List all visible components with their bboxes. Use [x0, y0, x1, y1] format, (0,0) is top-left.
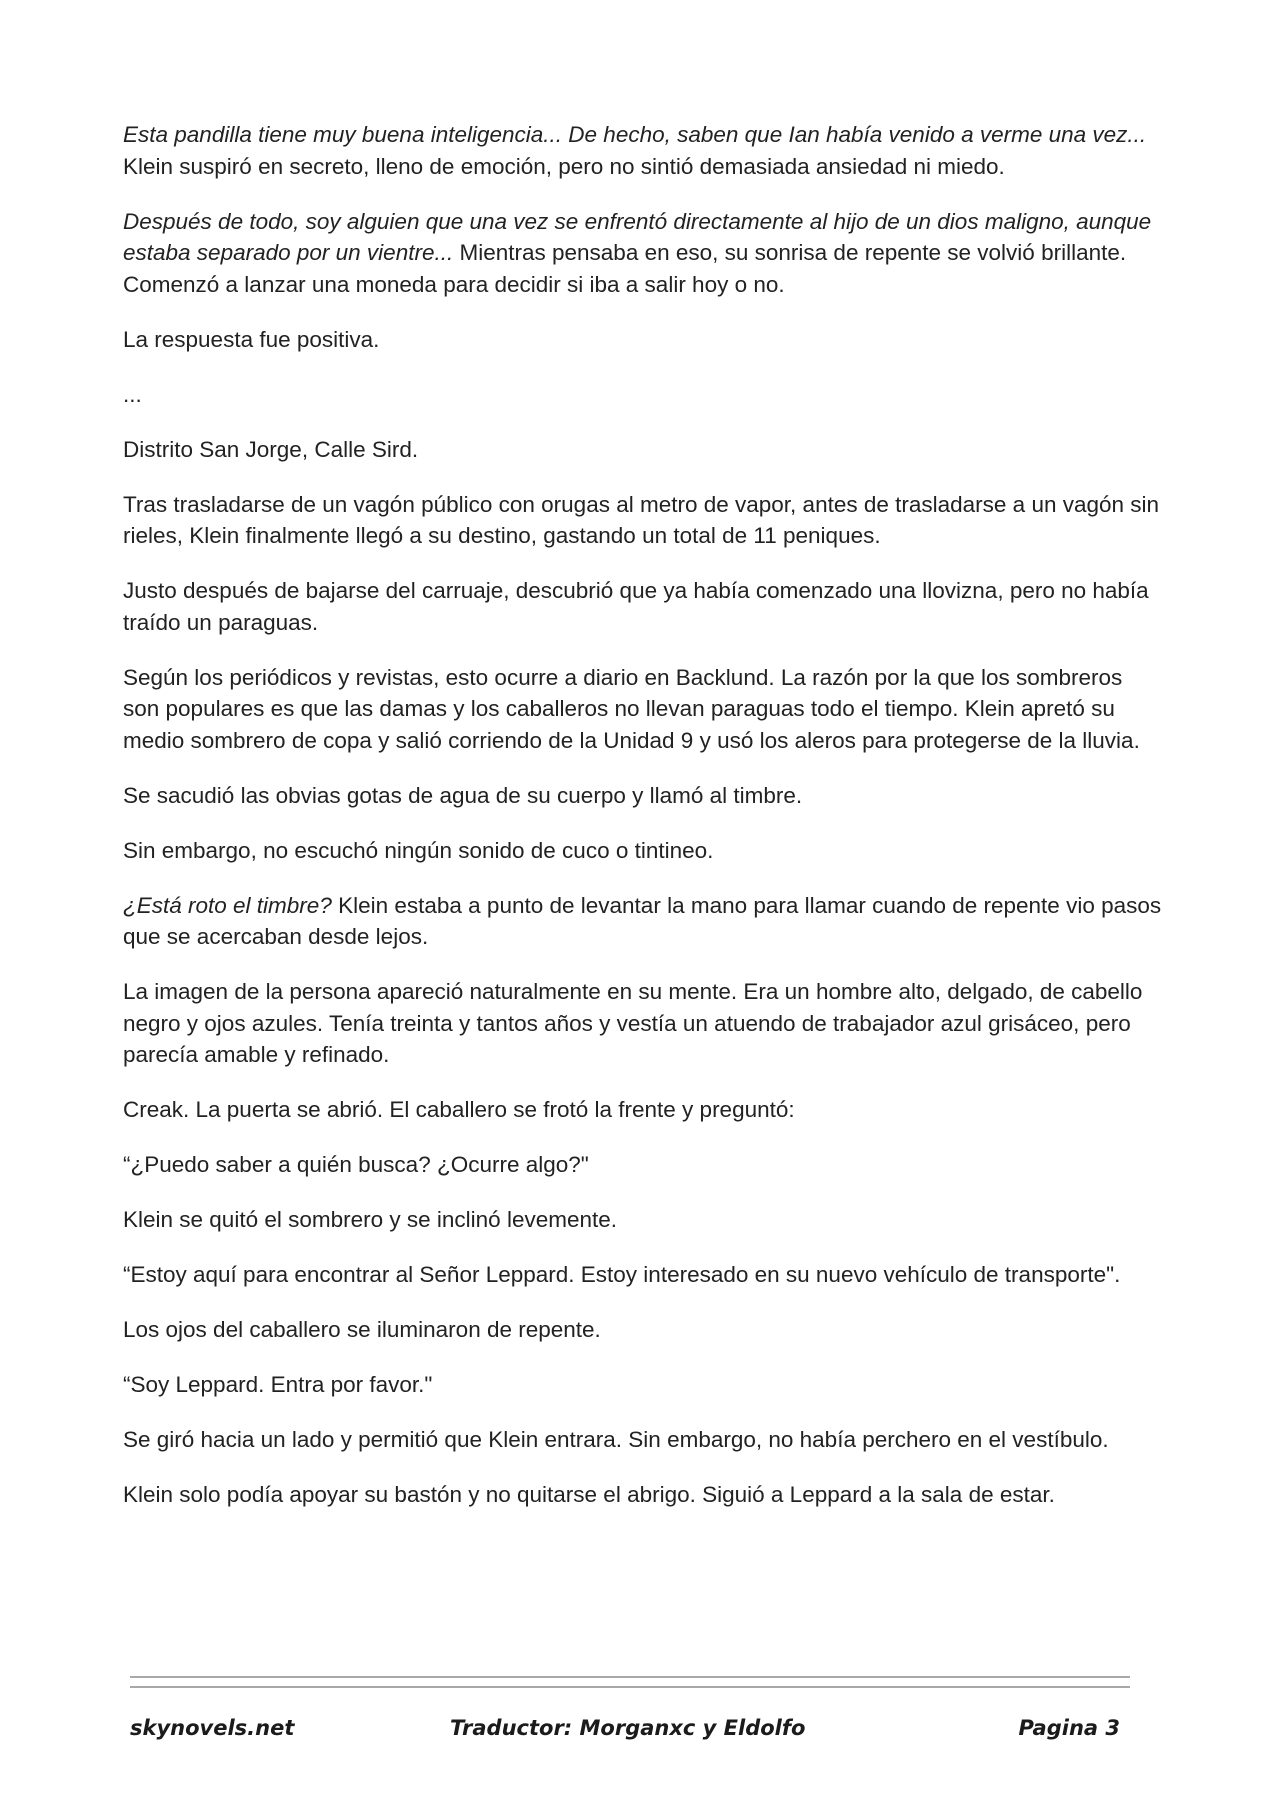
paragraph-15	[123, 1204, 1163, 1236]
paragraph-text: “¿Puedo saber a quién busca? ¿Ocurre algo?"	[123, 1152, 589, 1177]
footer-divider-bottom	[130, 1686, 1130, 1688]
paragraph-19	[123, 1424, 1163, 1456]
paragraph-text: Klein suspiró en secreto, lleno de emoción, pero no sintió demasiada ansiedad ni miedo.	[123, 153, 1005, 179]
paragraph-13	[123, 1094, 1163, 1126]
paragraph-italic: ¿Está roto el timbre?	[123, 892, 332, 918]
paragraph-text: Klein solo podía apoyar su bastón y no quitarse el abrigo. Siguió a Leppard a la sala de estar.	[123, 1482, 1055, 1507]
paragraph-text: Creak. La puerta se abrió. El caballero se frotó la frente y preguntó:	[123, 1097, 795, 1122]
paragraph-italic: Esta pandilla tiene muy buena inteligencia... De hecho, saben que Ian había venido a verme una vez...	[123, 122, 1147, 147]
footer-page-number: Pagina 3	[1018, 1716, 1120, 1740]
paragraph-2	[123, 206, 1163, 301]
paragraph-text: Distrito San Jorge, Calle Sird.	[123, 436, 419, 462]
paragraph-text: La respuesta fue positiva.	[123, 326, 380, 352]
paragraph-1	[123, 119, 1163, 182]
paragraph-5	[123, 434, 1163, 466]
paragraph-16	[123, 1259, 1163, 1291]
page-footer	[130, 1716, 1130, 1750]
footer-divider-top	[130, 1676, 1130, 1678]
paragraph-17	[123, 1314, 1163, 1346]
paragraph-text: Klein estaba a punto de levantar la mano para llamar cuando de repente vio pasos que se acercaban desde lejos.	[123, 892, 1162, 949]
paragraph-text: La imagen de la persona apareció naturalmente en su mente. Era un hombre alto, delgado, de cabello negro y ojos azules. Tenía treinta y tantos años y vestía un atuendo de trabajador azul grisáceo, pero parecía amable y refinado.	[123, 979, 1143, 1067]
paragraph-text: “Soy Leppard. Entra por favor."	[123, 1372, 433, 1397]
paragraph-text: “Estoy aquí para encontrar al Señor Leppard. Estoy interesado en su nuevo vehículo de transporte".	[123, 1262, 1121, 1287]
paragraph-10	[123, 835, 1163, 867]
footer-site: skynovels.net	[130, 1716, 295, 1740]
paragraph-italic: Después de todo, soy alguien que una vez se enfrentó directamente al hijo de un dios maligno, aunque estaba separado por un vientre...	[123, 208, 1152, 265]
footer-translator: Traductor: Morganxc y Eldolfo	[450, 1716, 806, 1740]
page-body	[123, 119, 1163, 1534]
paragraph-9	[123, 780, 1163, 812]
paragraph-text: Se giró hacia un lado y permitió que Klein entrara. Sin embargo, no había perchero en el vestíbulo.	[123, 1427, 1109, 1452]
paragraph-11	[123, 890, 1163, 953]
paragraph-14	[123, 1149, 1163, 1181]
paragraph-text: Según los periódicos y revistas, esto ocurre a diario en Backlund. La razón por la que los sombreros son populares es que las damas y los caballeros no llevan paraguas todo el tiempo. Klein apretó su medio sombrero de copa y salió corriendo de la Unidad 9 y usó los aleros para protegerse de la lluvia.	[123, 664, 1140, 753]
paragraph-4	[123, 379, 1163, 411]
paragraph-8	[123, 662, 1163, 757]
paragraph-text: Se sacudió las obvias gotas de agua de su cuerpo y llamó al timbre.	[123, 782, 803, 808]
paragraph-text: Sin embargo, no escuchó ningún sonido de cuco o tintineo.	[123, 837, 714, 863]
paragraph-3	[123, 324, 1163, 356]
paragraph-text: Los ojos del caballero se iluminaron de repente.	[123, 1317, 601, 1342]
paragraph-6	[123, 489, 1163, 552]
paragraph-12	[123, 976, 1163, 1071]
paragraph-text: ...	[123, 381, 142, 407]
paragraph-18	[123, 1369, 1163, 1401]
paragraph-text: Mientras pensaba en eso, su sonrisa de repente se volvió brillante. Comenzó a lanzar una moneda para decidir si iba a salir hoy o no.	[123, 240, 1127, 297]
paragraph-text: Justo después de bajarse del carruaje, descubrió que ya había comenzado una llovizna, pero no había traído un paraguas.	[123, 578, 1149, 635]
paragraph-20	[123, 1479, 1163, 1511]
paragraph-7	[123, 575, 1163, 638]
paragraph-text: Klein se quitó el sombrero y se inclinó levemente.	[123, 1207, 618, 1232]
paragraph-text: Tras trasladarse de un vagón público con orugas al metro de vapor, antes de trasladarse a un vagón sin rieles, Klein finalmente llegó a su destino, gastando un total de 11 peniques.	[123, 491, 1160, 548]
